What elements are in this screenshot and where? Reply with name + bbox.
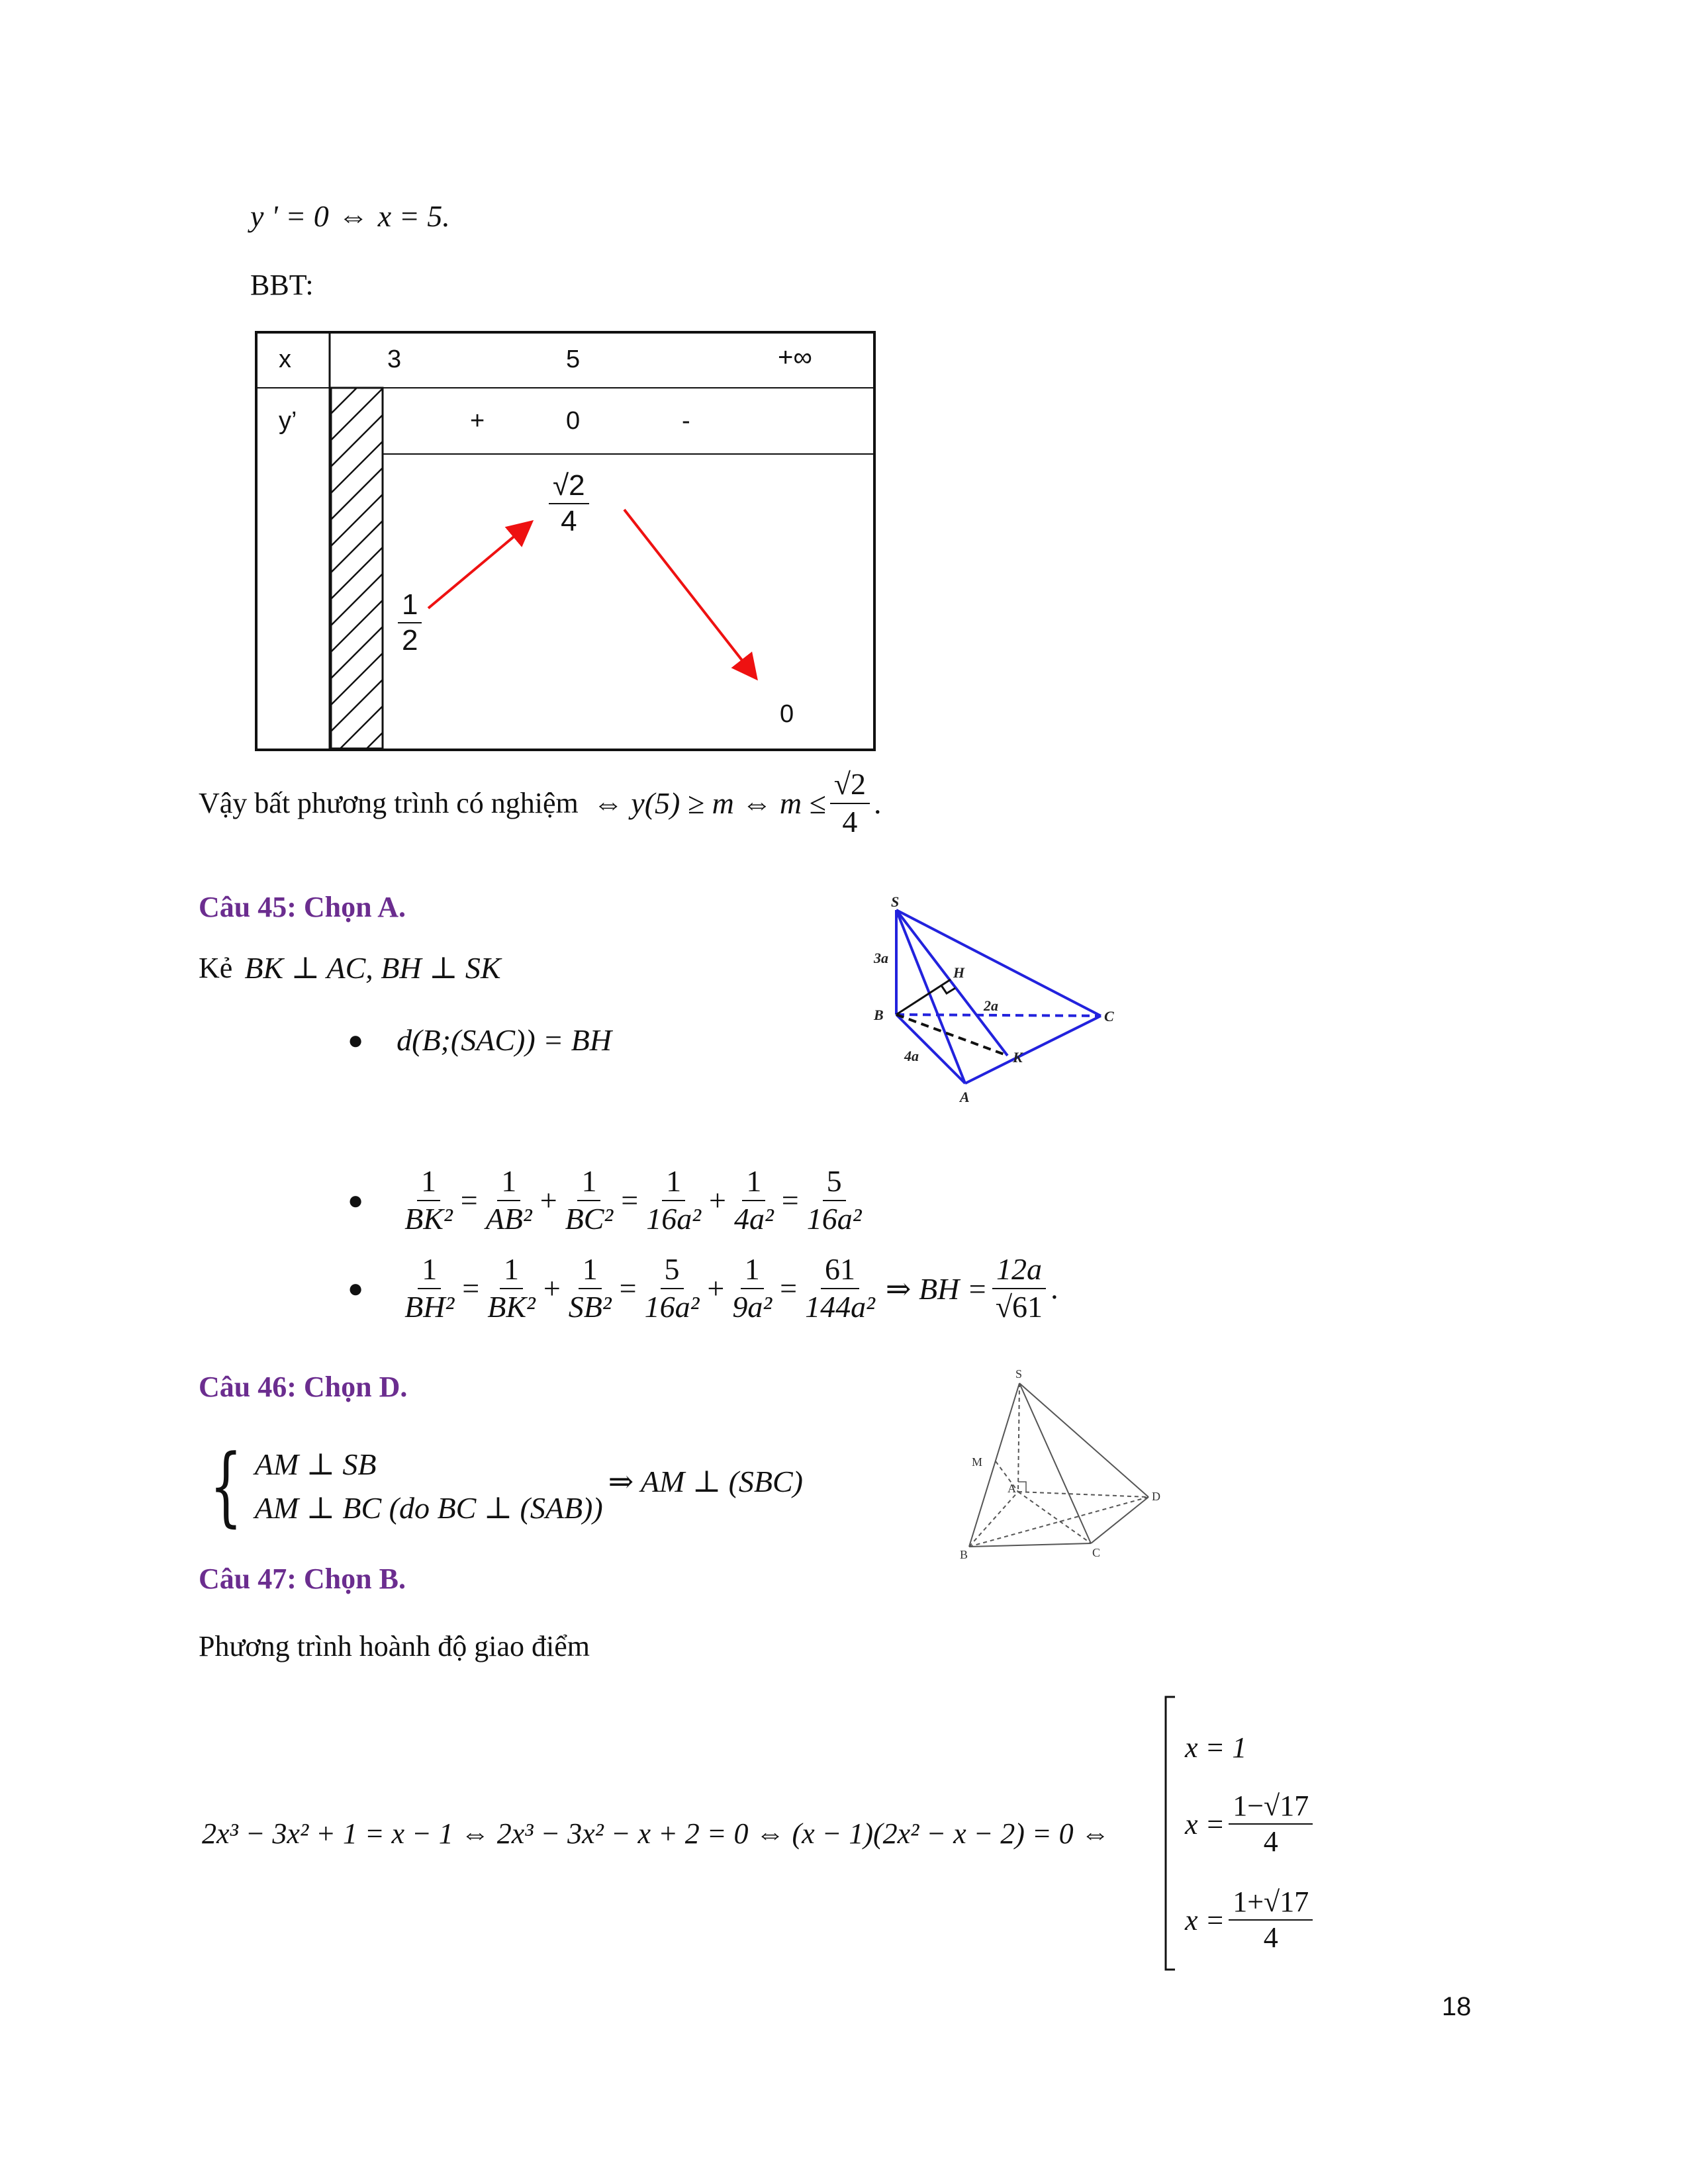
q46-condition-2: AM ⊥ BC (do BC ⊥ (SAB)) — [254, 1491, 603, 1525]
variation-table-grid — [255, 331, 876, 751]
frac-den: AB² — [485, 1201, 532, 1236]
q45-distance-formula: d(B;(SAC)) = BH — [397, 1023, 612, 1057]
label-m: M — [972, 1455, 983, 1469]
frac-num: 1 — [418, 1253, 441, 1289]
y-end-value: 0 — [780, 700, 794, 728]
derivative-lhs: y ' = 0 — [250, 199, 329, 233]
q45-bullet-1 — [348, 1023, 612, 1058]
bbt-label: BBT: — [250, 269, 314, 301]
conclusion-end: . — [874, 786, 882, 821]
bullet-icon: ● — [348, 1185, 364, 1216]
conclusion-text: Vậy bất phương trình có nghiệm — [199, 787, 579, 820]
q45-intro: Kẻ — [199, 951, 233, 984]
q47-intro: Phương trình hoành độ giao điểm — [199, 1630, 590, 1662]
sol3-lhs: x = — [1185, 1903, 1225, 1936]
frac-num: 61 — [821, 1253, 859, 1289]
solution-bracket-icon — [1162, 1694, 1182, 1972]
frac-num: 1 — [417, 1165, 440, 1201]
page-number: 18 — [1442, 1992, 1472, 2021]
q45-bullet-3: ● $\frac{1}{\text{BH²}}$ = $\frac{1}{\text{BK²}}$ + $\frac{1}{\text{SB²}}$ = $\frac{5}{\text{16a²}}$ + $\frac{1}{\text{9a²}}$ = $\frac{61}{\text{144a²}}$ ⇒ BH = $\frac{12a}{√61}$ . — [348, 1252, 1058, 1324]
implies-bh: ⇒ BH = — [885, 1271, 988, 1306]
x-label: x — [279, 345, 291, 373]
q47-solution-1: x = 1 — [1185, 1731, 1247, 1764]
decreasing-arrow — [624, 510, 755, 676]
period: . — [1051, 1271, 1058, 1306]
label-b: B — [874, 1007, 884, 1023]
sol3-den: 4 — [1263, 1921, 1278, 1954]
frac-num: 1 — [742, 1165, 765, 1201]
label-3a: 3a — [874, 950, 888, 966]
label-2a: 2a — [984, 997, 998, 1014]
derivative-rhs: x = 5. — [377, 199, 450, 233]
q47-heading: Câu 47: Chọn B. — [199, 1563, 406, 1595]
label-s: S — [891, 897, 900, 910]
label-b: B — [960, 1548, 968, 1561]
conclusion-line — [199, 768, 882, 839]
dy-minus: - — [682, 407, 690, 435]
sol2-den: 4 — [1263, 1825, 1278, 1858]
q46-pyramid-figure — [953, 1367, 1178, 1565]
conclusion-math: ⇔ y(5) ≥ m ⇔ m ≤ — [592, 786, 826, 821]
equiv-symbol: ⇔ — [338, 199, 369, 233]
frac-num: 1 — [741, 1253, 764, 1289]
frac-num: 5 — [823, 1165, 846, 1201]
q46-system — [199, 1430, 803, 1542]
q45-pyramid-figure — [854, 897, 1132, 1115]
frac-den: SB² — [568, 1289, 612, 1324]
q47-solution-3 — [1185, 1886, 1317, 1954]
frac-den: 9a² — [732, 1289, 773, 1324]
y-start-den: 2 — [402, 624, 418, 657]
q46-implication: ⇒ AM ⊥ (SBC) — [608, 1465, 803, 1498]
frac-num: 1 — [577, 1165, 600, 1201]
conclusion-frac-den: 4 — [842, 804, 858, 839]
label-a: A — [1008, 1482, 1016, 1495]
label-h: H — [953, 964, 965, 981]
frac-num: 1 — [579, 1253, 602, 1289]
increasing-arrow — [428, 523, 530, 608]
frac-den: 4a² — [733, 1201, 774, 1236]
variation-table — [255, 331, 876, 751]
frac-num: 1 — [497, 1165, 520, 1201]
x-value-5: 5 — [566, 345, 581, 373]
sol2-lhs: x = — [1185, 1807, 1225, 1841]
x-value-3: 3 — [387, 345, 402, 373]
label-c: C — [1104, 1008, 1114, 1024]
q45-intro-line — [199, 950, 501, 985]
dy-zero: 0 — [566, 407, 581, 435]
label-a: A — [960, 1089, 970, 1105]
q47-solution-2 — [1185, 1790, 1317, 1858]
derivative-zero-line — [250, 199, 450, 234]
bullet-icon: ● — [348, 1025, 364, 1055]
label-k: K — [1013, 1049, 1023, 1066]
q45-heading: Câu 45: Chọn A. — [199, 891, 406, 923]
conclusion-frac-num: √2 — [830, 768, 870, 804]
frac-num: 12a — [992, 1253, 1046, 1289]
frac-num: 5 — [661, 1253, 684, 1289]
q46-heading: Câu 46: Chọn D. — [199, 1371, 408, 1403]
frac-den: √61 — [995, 1289, 1043, 1324]
y-max-num: √2 — [549, 470, 589, 504]
frac-den: 16a² — [646, 1201, 701, 1236]
q45-intro-math: BK ⊥ AC, BH ⊥ SK — [244, 951, 501, 985]
dy-plus: + — [470, 407, 485, 435]
q46-condition-1: AM ⊥ SB — [254, 1447, 377, 1481]
frac-den: BC² — [565, 1201, 614, 1236]
frac-den: BK² — [404, 1201, 453, 1236]
sol3-num: 1+√17 — [1229, 1886, 1313, 1921]
frac-den: 16a² — [644, 1289, 700, 1324]
frac-den: BK² — [487, 1289, 536, 1324]
frac-den: 16a² — [806, 1201, 862, 1236]
label-c: C — [1092, 1546, 1101, 1559]
frac-den: BH² — [404, 1289, 455, 1324]
y-start-value — [394, 589, 426, 657]
q45-bullet-2: ● $\frac{1}{\text{BK²}}$ = $\frac{1}{\text{AB²}}$ + $\frac{1}{\text{BC²}}$ = $\frac{1}{\text{16a²}}$ + $\frac{1}{\text{4a²}}$ = $\frac{5}{\text{16a²}}$ — [348, 1165, 869, 1236]
y-max-den: 4 — [561, 505, 577, 538]
sol2-num: 1−√17 — [1229, 1790, 1313, 1825]
y-max-value — [545, 470, 593, 538]
frac-num: 1 — [500, 1253, 523, 1289]
label-s: S — [1015, 1367, 1023, 1381]
frac-num: 1 — [662, 1165, 685, 1201]
frac-den: 144a² — [805, 1289, 875, 1324]
label-d: D — [1152, 1490, 1160, 1503]
label-4a: 4a — [904, 1048, 919, 1064]
x-value-inf: +∞ — [778, 343, 812, 372]
y-start-num: 1 — [398, 589, 422, 623]
q47-equation: 2x³ − 3x² + 1 = x − 1 ⇔ 2x³ − 3x² − x + 2 = 0 ⇔ (x − 1)(2x² − x − 2) = 0 ⇔ — [202, 1817, 1110, 1850]
dy-label: y’ — [279, 407, 297, 435]
bullet-icon: ● — [348, 1273, 364, 1304]
brace-icon: { — [209, 1435, 243, 1536]
